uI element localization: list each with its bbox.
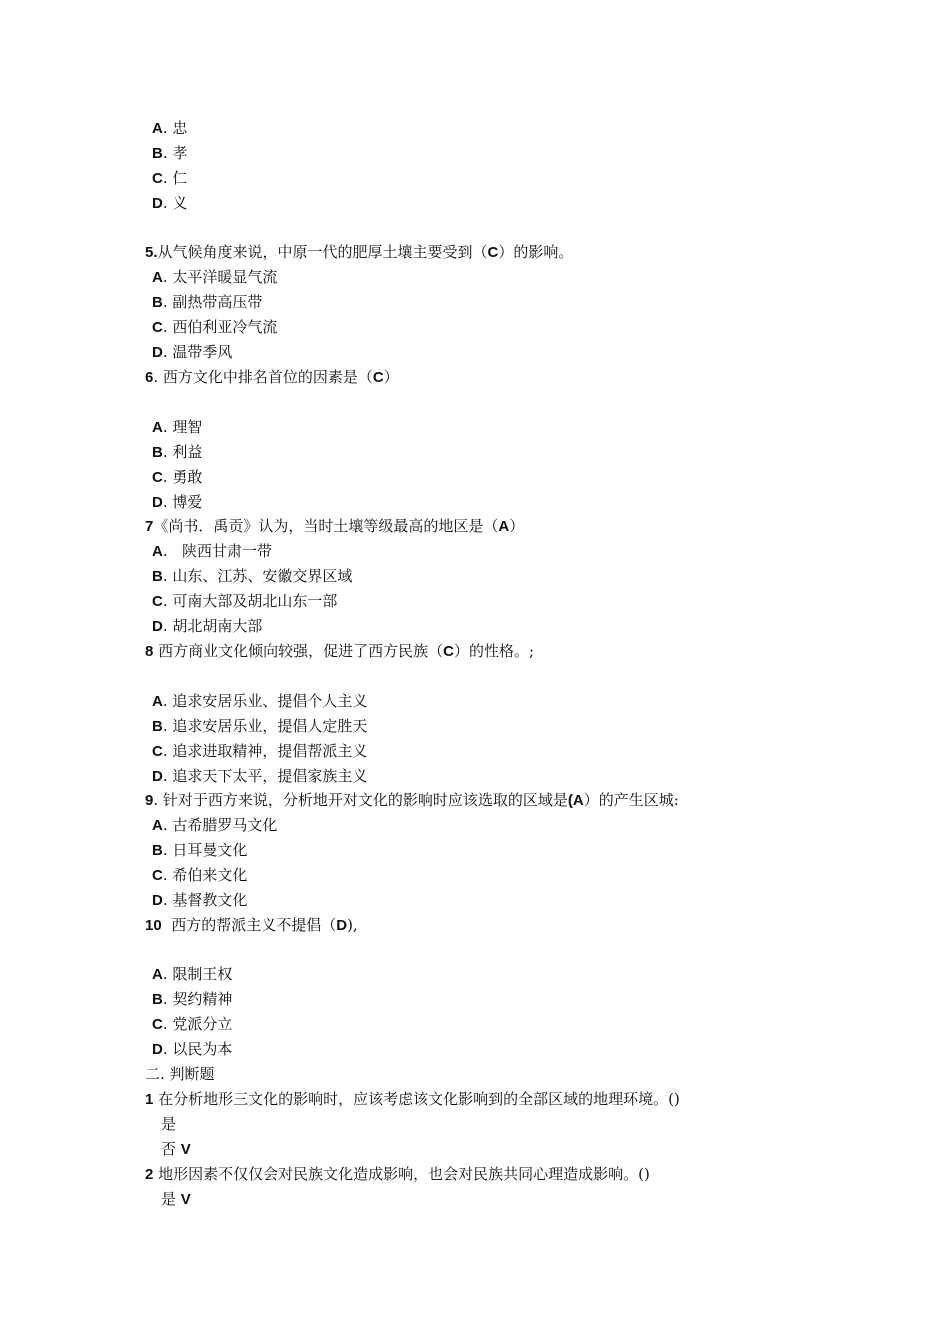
q8-stem: 8 西方商业文化倾向较强，促进了西方民族（C）的性格。; [145,642,535,660]
q4-option-a: A. 忠 [152,119,188,137]
judge-2-stem: 2 地形因素不仅仅会对民族文化造成影响，也会对民族共同心理造成影响。() [145,1165,650,1183]
q5-option-b: B. 副热带高压带 [152,293,263,311]
q7-stem: 7《尚书．禹贡》认为，当时土壤等级最高的地区是（A） [145,517,525,535]
q9-option-b: B. 日耳曼文化 [152,841,248,859]
q10-option-d: D. 以民为本 [152,1040,233,1058]
q9-answer: (A [567,792,584,809]
q8-option-b: B. 追求安居乐业，提倡人定胜天 [152,717,368,735]
q10-option-c: C. 党派分立 [152,1015,233,1033]
q6-option-d: D. 博爱 [152,493,203,511]
q6-option-c: C. 勇敢 [152,468,203,486]
q10-option-a: A. 限制王权 [152,965,233,983]
q6-answer: C [372,369,384,386]
q5-option-a: A. 太平洋暖显气流 [152,268,278,286]
q4-option-c: C. 仁 [152,169,188,187]
q10-stem: 10 西方的帮派主义不提倡（D), [145,916,358,934]
q9-option-d: D. 基督教文化 [152,891,248,909]
q7-option-d: D. 胡北胡南大部 [152,617,263,635]
q4-option-b: B. 孝 [152,144,188,162]
q7-answer: A [498,518,510,535]
q8-option-c: C. 追求进取精神，提倡帮派主义 [152,742,368,760]
q6-stem: 6. 西方文化中排名首位的因素是（C） [145,368,399,386]
q9-stem: 9. 针对于西方来说，分析地开对文化的影响时应该选取的区域是(A）的产生区城: [145,791,679,809]
q5-answer: C [487,244,499,261]
judge-1-mark: V [180,1141,191,1158]
q8-option-a: A. 追求安居乐业、提倡个人主义 [152,692,368,710]
q10-answer: D [336,917,348,934]
judge-2-yes: 是 V [161,1190,191,1208]
q8-answer: C [443,643,454,660]
section-title: 二. 判断题 [145,1065,215,1083]
q4-option-d: D. 义 [152,194,188,212]
q9-option-c: C. 希伯来文化 [152,866,248,884]
q7-option-a: A. 陕西甘肃一带 [152,542,272,560]
q9-option-a: A. 古希腊罗马文化 [152,816,278,834]
q5-option-d: D. 温带季风 [152,343,233,361]
q7-option-b: B. 山东、江苏、安徽交界区域 [152,567,353,585]
q6-option-a: A. 理智 [152,418,203,436]
q10-option-b: B. 契约精神 [152,990,233,1008]
judge-1-stem: 1 在分析地形三文化的影响时，应该考虑该文化影响到的全部区域的地理环境。() [145,1090,680,1108]
q5-stem: 5.从气候角度来说，中原一代的肥厚土壤主要受到（C）的影响。 [145,243,574,261]
judge-1-no: 否 V [161,1140,191,1158]
judge-2-mark: V [180,1191,191,1208]
q7-option-c: C. 可南大部及胡北山东一部 [152,592,338,610]
q6-option-b: B. 利益 [152,443,203,461]
q5-option-c: C. 西伯利亚冷气流 [152,318,278,336]
q8-option-d: D. 追求天下太平，提倡家族主义 [152,767,368,785]
judge-1-yes: 是 [161,1115,177,1133]
